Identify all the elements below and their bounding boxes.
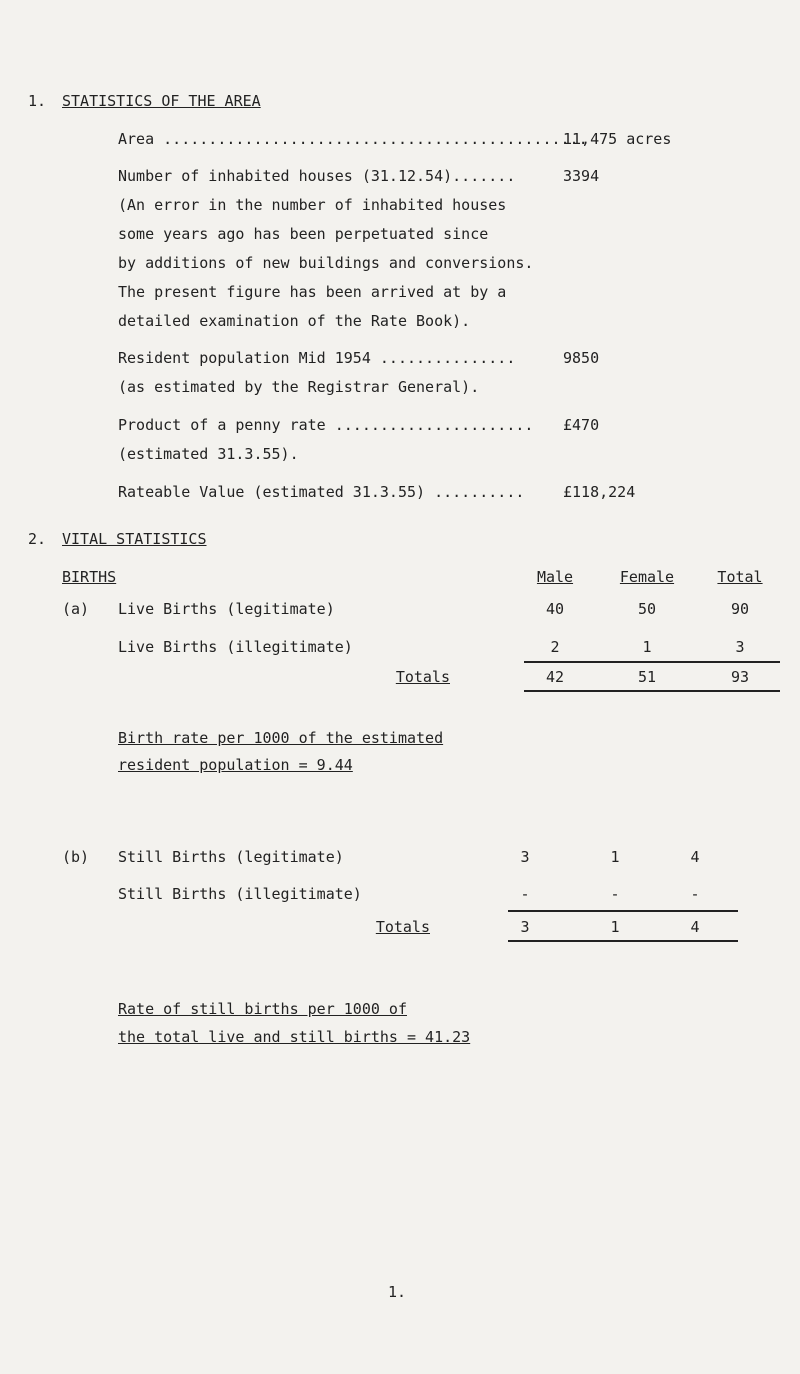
- rateable-value-label: Rateable Value (estimated 31.3.55) ..........: [118, 483, 525, 501]
- rateable-value-amount: £118,224: [563, 483, 636, 501]
- live-births-marker: (a): [62, 600, 90, 618]
- penny-rate-label: Product of a penny rate ......................: [118, 416, 534, 434]
- still-illegit-total: -: [690, 885, 700, 903]
- still-rate-line-1: Rate of still births per 1000 of: [118, 1000, 407, 1018]
- still-illegit-male: -: [520, 885, 530, 903]
- column-male: Male: [536, 568, 574, 586]
- birth-rate-line-1: Birth rate per 1000 of the estimated: [118, 729, 444, 747]
- penny-rate-value: £470: [563, 416, 600, 434]
- live-totals-bottom-rule: [524, 690, 780, 692]
- houses-note-line-4: The present figure has been arrived at by a: [118, 283, 507, 301]
- live-illegit-female: 1: [642, 638, 652, 656]
- live-legit-label: Live Births (legitimate): [118, 600, 335, 618]
- page-number: 1.: [388, 1283, 407, 1301]
- population-value: 9850: [563, 349, 600, 367]
- live-legit-total: 90: [730, 600, 750, 618]
- houses-note-line-2: some years ago has been perpetuated since: [118, 225, 489, 243]
- still-totals-rule: [508, 910, 738, 912]
- live-illegit-total: 3: [735, 638, 745, 656]
- section2-heading: VITAL STATISTICS: [62, 530, 207, 548]
- live-legit-female: 50: [637, 600, 657, 618]
- still-illegit-label: Still Births (illegitimate): [118, 885, 362, 903]
- still-legit-label: Still Births (legitimate): [118, 848, 344, 866]
- still-legit-female: 1: [610, 848, 620, 866]
- houses-value: 3394: [563, 167, 600, 185]
- live-legit-male: 40: [545, 600, 565, 618]
- houses-note-line-1: (An error in the number of inhabited houses: [118, 196, 507, 214]
- live-totals-total: 93: [730, 668, 750, 686]
- houses-label: Number of inhabited houses (31.12.54).......: [118, 167, 516, 185]
- live-totals-label: Totals: [395, 668, 450, 686]
- still-births-marker: (b): [62, 848, 90, 866]
- live-illegit-male: 2: [550, 638, 560, 656]
- penny-rate-note: (estimated 31.3.55).: [118, 445, 299, 463]
- houses-note-line-3: by additions of new buildings and conversions.: [118, 254, 534, 272]
- still-illegit-female: -: [610, 885, 620, 903]
- population-label: Resident population Mid 1954 ...............: [118, 349, 516, 367]
- area-value: 11,475 acres: [563, 130, 672, 148]
- section2-number: 2.: [28, 530, 47, 548]
- live-totals-female: 51: [637, 668, 657, 686]
- live-illegit-label: Live Births (illegitimate): [118, 638, 353, 656]
- still-legit-male: 3: [520, 848, 530, 866]
- live-totals-rule: [524, 661, 780, 663]
- column-female: Female: [619, 568, 675, 586]
- still-totals-male: 3: [520, 918, 530, 936]
- section1-number: 1.: [28, 92, 47, 110]
- section1-heading: STATISTICS OF THE AREA: [62, 92, 261, 110]
- houses-note-line-5: detailed examination of the Rate Book).: [118, 312, 471, 330]
- still-legit-total: 4: [690, 848, 700, 866]
- still-totals-total: 4: [690, 918, 700, 936]
- still-totals-bottom-rule: [508, 940, 738, 942]
- area-label: Area ...............................................: [118, 130, 588, 148]
- births-heading: BIRTHS: [62, 568, 117, 586]
- still-rate-line-2: the total live and still births = 41.23: [118, 1028, 471, 1046]
- birth-rate-line-2: resident population = 9.44: [118, 756, 353, 774]
- population-note: (as estimated by the Registrar General).: [118, 378, 480, 396]
- live-totals-male: 42: [545, 668, 565, 686]
- still-totals-label: Totals: [375, 918, 430, 936]
- column-total: Total: [717, 568, 763, 586]
- still-totals-female: 1: [610, 918, 620, 936]
